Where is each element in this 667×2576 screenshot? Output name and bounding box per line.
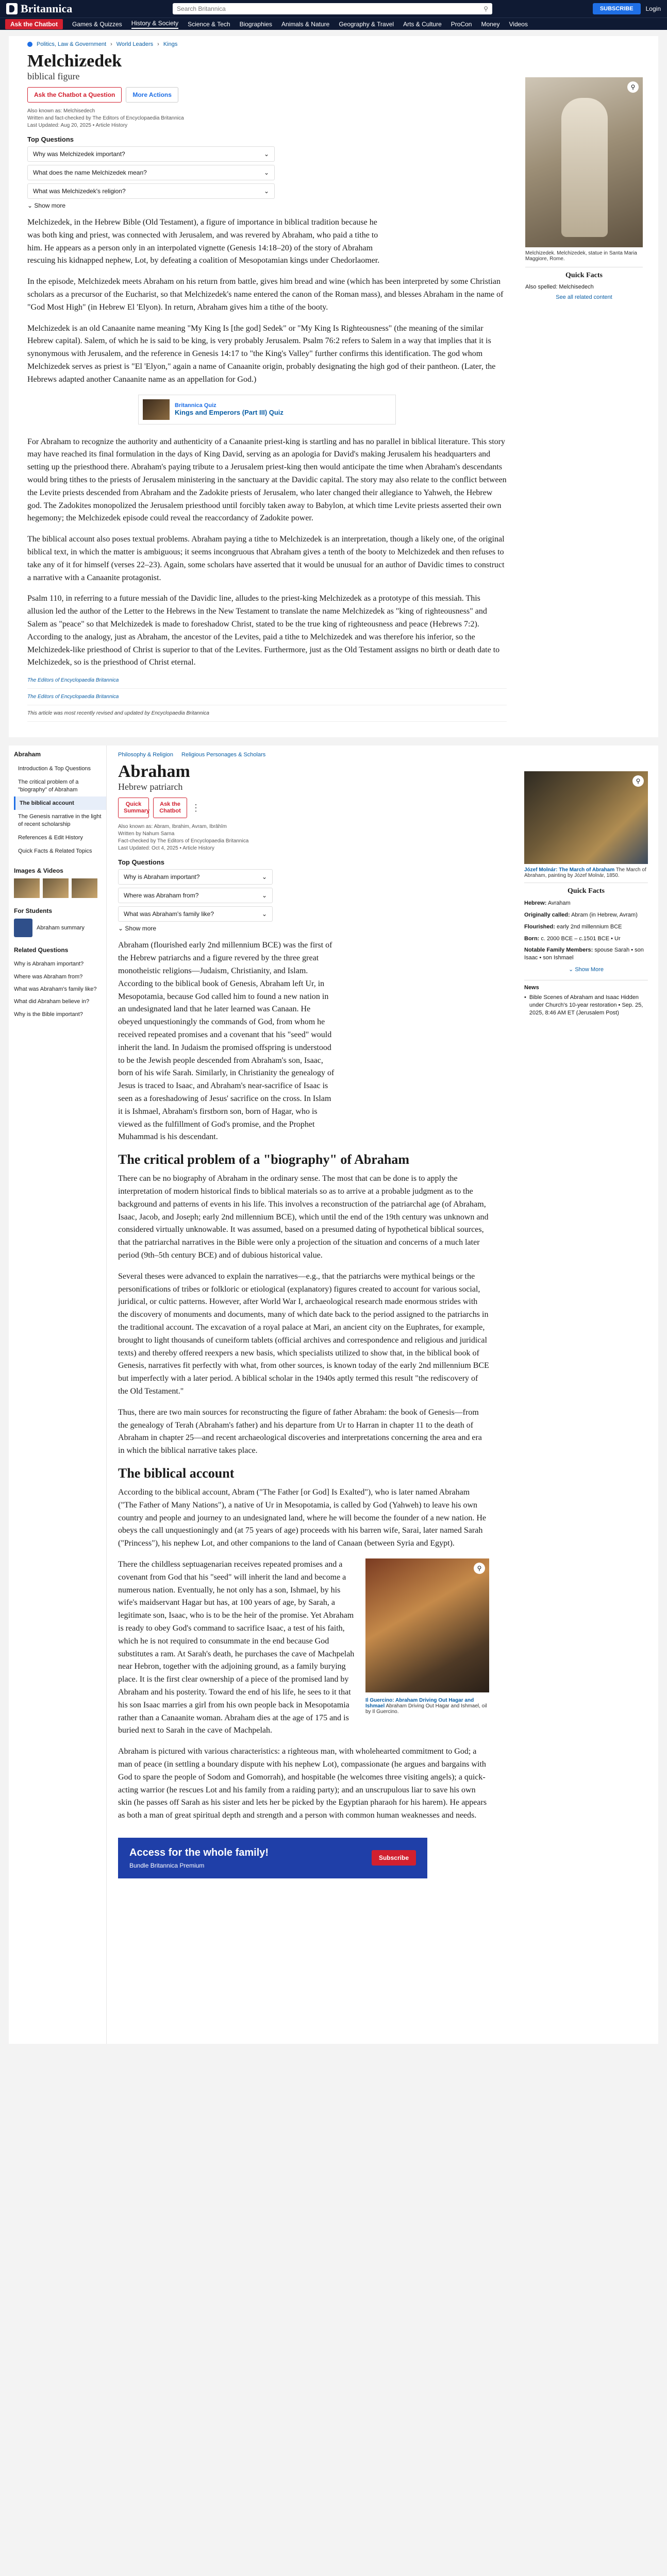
nav-money[interactable]: Money bbox=[481, 20, 500, 28]
paragraph: Melchizedek, in the Hebrew Bible (Old Testament), a figure of importance in biblical tradition because he was both king and priest, was connected with Jerusalem, and was revered by Abraham, who paid a tithe to him. He appears as a person only in an interpolated vignette (Genesis 14:18–20) of the story of Abraham rescuing his kidnapped nephew, Lot, by defeating a coalition of Mesopotamian kings under Chedorlaomer. bbox=[27, 218, 380, 265]
nav-procon[interactable]: ProCon bbox=[451, 20, 472, 28]
related-question[interactable]: Where was Abraham from? bbox=[14, 973, 83, 980]
logo-text: Britannica bbox=[21, 2, 73, 15]
zoom-icon[interactable]: ⚲ bbox=[474, 1563, 485, 1574]
search-icon[interactable]: ⚲ bbox=[483, 5, 489, 12]
breadcrumb-item[interactable]: World Leaders bbox=[116, 41, 154, 47]
paragraph: The biblical account also poses textual problems. Abraham paying a tithe to Melchizedek is an interpretation, though a likely one, of the original biblical text, in which the matter is ambiguous; it seems incongruous that Abraham gives a tenth of the booty to Melchizedek and then refuses to take any of it for himself (verses 22–23). Again, some scholars have asserted that it would be unusual for an author of Davidic times to construct a narrative with a Canaanite protagonist. bbox=[27, 535, 505, 582]
fact-key: Originally called: bbox=[524, 911, 570, 918]
quick-fact-row bbox=[524, 946, 648, 962]
media-thumbnail[interactable] bbox=[43, 878, 69, 898]
section-heading: The biblical account bbox=[118, 1465, 235, 1481]
zoom-icon[interactable]: ⚲ bbox=[627, 81, 639, 93]
meta-aka: Also known as: Melchisedech bbox=[27, 108, 95, 114]
nav-science[interactable]: Science & Tech bbox=[188, 20, 230, 28]
quick-fact-row bbox=[524, 911, 648, 919]
breadcrumb-item[interactable]: Kings bbox=[163, 41, 178, 47]
related-question[interactable]: Why is Abraham important? bbox=[14, 961, 84, 968]
quick-fact-row bbox=[524, 923, 648, 931]
hero-image[interactable] bbox=[525, 77, 643, 247]
show-more-text: Show more bbox=[34, 202, 66, 209]
search-input[interactable] bbox=[173, 3, 492, 14]
quick-facts-title: Quick Facts bbox=[568, 887, 605, 895]
meta-updated[interactable]: Last Updated: Aug 20, 2025 • Article History bbox=[27, 123, 128, 128]
nav-videos[interactable]: Videos bbox=[509, 20, 528, 28]
paragraph: Thus, there are two main sources for reconstructing the figure of father Abraham: the book of Genesis—from the genealogy of Terah (Abraham's father) and his departure from Ur to Harran in chapter 11 to the death of Abraham in chapter 25—and recent archaeological discoveries and interpretations concerning the area and era in which the biblical narrative takes place. bbox=[118, 1408, 482, 1455]
hero-image[interactable] bbox=[524, 771, 648, 864]
nav-arts[interactable]: Arts & Culture bbox=[403, 20, 442, 28]
quiz-promo[interactable] bbox=[138, 395, 396, 425]
question-text: What does the name Melchizedek mean? bbox=[33, 169, 147, 176]
login-link[interactable]: Login bbox=[645, 5, 661, 12]
related-questions-label: Related Questions bbox=[14, 946, 69, 954]
page-title: Melchizedek bbox=[27, 52, 122, 71]
article-meta bbox=[118, 823, 489, 852]
toc-item[interactable]: The Genesis narrative in the light of recent scholarship bbox=[18, 814, 102, 827]
sidebar-title: Abraham bbox=[14, 751, 41, 758]
meta-aka: Also known as: Abram, Ibrahim, Avram, Ibrāhīm bbox=[118, 824, 227, 830]
meta-fact-checked: Fact-checked by The Editors of Encyclopaedia Britannica bbox=[118, 838, 249, 844]
toc-item[interactable]: Quick Facts & Related Topics bbox=[18, 848, 92, 855]
question-text: Where was Abraham from? bbox=[124, 892, 199, 900]
page-subtitle: biblical figure bbox=[27, 71, 80, 81]
chevron-down-icon: ⌄ bbox=[261, 910, 267, 918]
article-aside bbox=[524, 771, 648, 1020]
quick-facts bbox=[524, 883, 648, 973]
chevron-down-icon: ⌄ bbox=[263, 169, 269, 176]
ask-chatbot-button[interactable]: Ask the Chatbot bbox=[153, 798, 187, 818]
caption-text: The March of Abraham, painting by Józef Molnár, 1850. bbox=[524, 867, 646, 879]
toc-item[interactable]: References & Edit History bbox=[18, 834, 83, 841]
fact-value: spouse Sarah • son Isaac • son Ishmael bbox=[524, 947, 644, 961]
promo-title: Access for the whole family! bbox=[129, 1846, 269, 1858]
search-placeholder: Search Britannica bbox=[177, 5, 226, 12]
show-more-text: Show more bbox=[125, 925, 157, 933]
toc-item-active[interactable]: The biblical account bbox=[14, 796, 106, 810]
fact-value: Abram (in Hebrew, Avram) bbox=[571, 911, 638, 918]
nav-geography[interactable]: Geography & Travel bbox=[339, 20, 394, 28]
top-questions-title: Top Questions bbox=[27, 135, 74, 143]
quick-fact-row bbox=[524, 935, 648, 943]
top-question-item[interactable] bbox=[27, 183, 275, 199]
zoom-icon[interactable]: ⚲ bbox=[632, 775, 644, 787]
paragraph: Melchizedek is an old Canaanite name meaning "My King Is [the god] Sedek" or "My King Is Righteousness" (the meaning of the similar Hebrew capital). Salem, of which he is said to be king, is very probably Jerusalem. Psalm 76:2 refers to Salem in a way that implies that it is synonymous with Jerusalem, and the reference in Genesis 14:17 to "the King's Valley" further confirms this identification. The god whom Melchizedek serves as priest is "El 'Elyon," again a name of Canaanite origin, probably designating the high god of their pantheon. (Later, the Hebrews adapted another Canaanite name as an appellation for God.) bbox=[27, 324, 496, 384]
top-question-item[interactable] bbox=[118, 869, 273, 885]
section-heading: The critical problem of a "biography" of Abraham bbox=[118, 1152, 409, 1167]
question-text: What was Abraham's family like? bbox=[124, 910, 214, 918]
student-summary-item[interactable] bbox=[14, 919, 106, 937]
britannica-logo[interactable] bbox=[6, 2, 72, 15]
fact-key: Notable Family Members: bbox=[524, 947, 593, 954]
quick-facts-title: Quick Facts bbox=[525, 267, 643, 280]
quiz-name[interactable]: Kings and Emperors (Part III) Quiz bbox=[175, 409, 284, 417]
fact-key: Born: bbox=[524, 935, 540, 942]
fact-value: c. 2000 BCE – c.1501 BCE • Ur bbox=[541, 935, 621, 942]
related-question[interactable]: What did Abraham believe in? bbox=[14, 998, 90, 1005]
more-actions-button[interactable]: More Actions bbox=[126, 87, 178, 103]
quiz-label: Britannica Quiz bbox=[175, 402, 216, 409]
top-questions-title: Top Questions bbox=[118, 858, 165, 867]
meta-written: Written and fact-checked by The Editors of Encyclopaedia Britannica bbox=[27, 115, 184, 121]
paragraph: There the childless septuagenarian receives repeated promises and a covenant from God that his "seed" will inherit the land and become a numerous nation. Eventually, he not only has a son, Ishmael, by his wife's maidservant Hagar but has, at 100 years of age, by Sarah, a legitimate son, Isaac, who is to be the heir of the promise. Yet Abraham is ready to obey God's command to sacrifice Isaac, a test of his faith, which he is not required to consummate in the end because God substitutes a ram. At Sarah's death, he purchases the cave of Machpelah near Hebron, together with the adjoining ground, as a family burying place. It is the first clear ownership of a piece of the promised land by Abraham and his posterity. Toward the end of his life, he sees to it that his son Isaac marries a girl from his own people back in Mesopotamia rather than a Canaanite woman. Abraham dies at the age of 175 and is buried next to Sarah in the cave of Machpelah. bbox=[118, 1560, 355, 1735]
article-main bbox=[107, 745, 658, 2044]
media-thumbnail[interactable] bbox=[14, 878, 40, 898]
fact-value: early 2nd millennium BCE bbox=[556, 923, 622, 930]
paragraph: For Abraham to recognize the authority and authenticity of a Canaanite priest-king is startling and has no parallel in biblical literature. This story may have reached its final formulation in the days of King David, serving as an apologia for David's making Jerusalem his headquarters and setting up the priesthood there. Abraham's paying tribute to a Jerusalem priest-king then would anticipate the time when Abraham's descendants would bring tithes to the priests of Jerusalem ministering in the sanctuary at the Davidic capital. The story may also relate to the conflict between the Levite priests descended from Abraham and the Zadokite priests of Jerusalem, who later changed their allegiance to Yahweh, the Hebrew god. The Zadokites monopolized the Jerusalem priesthood until forcibly taken away to Babylon, at which time Levite priests asserted their own hegemony; the Melchizedek episode could reveal the reaccordancy of Zadokite power. bbox=[27, 437, 507, 523]
students-label: For Students bbox=[14, 907, 52, 915]
question-text: Why was Melchizedek important? bbox=[33, 150, 125, 158]
show-more-facts[interactable]: ⌄ Show More bbox=[569, 967, 604, 973]
top-question-item[interactable] bbox=[118, 906, 273, 922]
related-question[interactable]: Why is the Bible important? bbox=[14, 1011, 83, 1018]
article-sidebar bbox=[9, 745, 107, 2044]
citation-link[interactable]: The Editors of Encyclopaedia Britannica bbox=[27, 677, 119, 684]
meta-written: Written by Nahum Sarna bbox=[118, 831, 175, 837]
news-box bbox=[524, 980, 648, 1017]
paragraph: Several theses were advanced to explain the narratives—e.g., that the patriarchs were mythical beings or the personifications of tribes or folkloric or etiological (explanatory) figures created to account for various social, juridical, or cultic patterns. However, after World War I, archaeological research made enormous strides with the discovery of monuments and documents, many of which date back to the period assigned to the patriarchs in the traditional account. The excavation of a royal palace at Mari, an ancient city on the Euphrates, for example, brought to light thousands of cuneiform tablets (official archives and correspondence and religious and juridical texts) and thereby offered reexpers a new basis, which specialists utilized to show that, in the biblical book of Genesis, narratives fit perfectly with what, from other sources, is known today of the early 2nd millennium BCE but imperfectly with a later period. A biblical scholar in the 1940s aptly termed this result "the rediscovery of the Old Testament." bbox=[118, 1272, 489, 1396]
image-caption: Melchizedek. Melchizedek, statue in Santa Maria Maggiore, Rome. bbox=[525, 250, 637, 262]
paragraph: In the episode, Melchizedek meets Abraham on his return from battle, gives him bread and wine (which has been interpreted by some Christian scholars as a precursor of the Eucharist, so that Melchizedek's name entered the canon of the Roman mass), and blesses Abraham in the name of "God Most High" (in Hebrew El 'Elyon). In return, Abraham gives him a tithe of the booty. bbox=[27, 277, 504, 312]
related-content-link[interactable]: See all related content bbox=[556, 294, 612, 300]
caption-title[interactable]: Józef Molnár: The March of Abraham bbox=[524, 867, 615, 873]
fact-value: Avraham bbox=[547, 900, 571, 907]
category-tags bbox=[118, 752, 646, 758]
nav-animals[interactable]: Animals & Nature bbox=[281, 20, 330, 28]
show-more-link[interactable]: ⌄ Show more bbox=[118, 925, 157, 933]
main-nav bbox=[0, 18, 667, 30]
category-link[interactable]: Philosophy & Religion bbox=[118, 752, 174, 758]
article-melchizedek bbox=[9, 36, 658, 737]
toc-item[interactable]: Introduction & Top Questions bbox=[18, 766, 91, 772]
citation bbox=[27, 694, 507, 705]
top-question-item[interactable] bbox=[27, 146, 275, 162]
quick-fact-row: Also spelled: Melchisedech bbox=[525, 284, 594, 290]
more-options-icon[interactable]: ⋮ bbox=[191, 802, 201, 813]
citation bbox=[27, 677, 507, 689]
question-text: What was Melchizedek's religion? bbox=[33, 188, 126, 195]
article-abraham bbox=[9, 745, 658, 2044]
category-link[interactable]: Religious Personages & Scholars bbox=[181, 752, 266, 758]
article-meta bbox=[27, 108, 507, 129]
news-text: Bible Scenes of Abraham and Isaac Hidden under Church's 10-year restoration • Sep. 25, 2025, 8:46 AM ET (Jerusalem Post) bbox=[529, 994, 643, 1016]
image-caption bbox=[524, 867, 648, 878]
quick-summary-button[interactable]: Quick Summary bbox=[118, 798, 149, 818]
fact-key: Hebrew: bbox=[524, 900, 547, 907]
paragraph: There can be no biography of Abraham in the ordinary sense. The most that can be done is to apply the interpretation of modern historical finds to biblical materials so as to arrive at a probable judgment as to the background and patterns of events in his life. This involves a reconstruction of the patriarchal age (of Abraham, Isaac, Jacob, and Joseph; early 2nd millennium BCE), which until the end of the 19th century was unknown and considered virtually unknowable. It was assumed, based on a presumed dating of hypothetical biblical sources, that the patriarchal narratives in the Bible were only a projection of the situation and concerns of a much later period (9th–5th century BCE) and of dubious historical value. bbox=[118, 1174, 489, 1260]
top-header bbox=[0, 0, 667, 18]
show-more-link[interactable]: ⌄ Show more bbox=[27, 202, 66, 209]
quick-fact-row bbox=[524, 900, 648, 907]
location-pin-icon bbox=[27, 42, 32, 47]
paragraph: Abraham is pictured with various characteristics: a righteous man, with wholehearted commitment to God; a man of peace (in settling a boundary dispute with his nephew Lot), compassionate (he argues and bargains with God to spare the people of Sodom and Gomorrah), and hospitable (he welcomes three visiting angels); a quick-acting warrior (he rescues Lot and his family from a raiding party); and an unscrupulous liar to save his own skin (he passes off Sarah as his sister and lets her be picked by the Egyptian pharaoh for his harem). He appears as both a man of great spiritual depth and strength and a person with common human weaknesses and needs. bbox=[118, 1747, 487, 1820]
paragraph: According to the biblical account, Abram ("The Father [or God] Is Exalted"), who is later named Abraham ("The Father of Many Nations"), a native of Ur in Mesopotamia, is called by God (Yahweh) to leave his own country and people and journey to an undesignated land, where he will become the founder of a new nation. He obeys the call unquestioningly and (at 75 years of age) proceeds with his barren wife, Sarai, later named Sarah ("Princess"), his nephew Lot, and other companions to the land of Canaan (between Syria and Egypt). bbox=[118, 1487, 486, 1548]
image-caption bbox=[365, 1698, 489, 1715]
nav-games[interactable]: Games & Quizzes bbox=[72, 20, 122, 28]
painting-image[interactable] bbox=[365, 1558, 489, 1692]
subscribe-button[interactable]: SUBSCRIBE bbox=[593, 3, 641, 14]
student-summary-label: Abraham summary bbox=[37, 925, 85, 931]
breadcrumb-item[interactable]: Politics, Law & Government bbox=[37, 41, 107, 47]
page-subtitle: Hebrew patriarch bbox=[118, 782, 183, 792]
citation: This article was most recently revised and updated by Encyclopaedia Britannica bbox=[27, 710, 507, 722]
breadcrumb: Politics, Law & Government › World Leaders › Kings bbox=[27, 41, 647, 47]
summary-thumbnail bbox=[14, 919, 32, 937]
chevron-down-icon: ⌄ bbox=[263, 188, 269, 195]
promo-subtitle: Bundle Britannica Premium bbox=[129, 1861, 205, 1869]
images-videos-label: Images & Videos bbox=[14, 867, 63, 875]
article-aside bbox=[525, 77, 643, 300]
ask-chatbot-button[interactable]: Ask the Chatbot bbox=[5, 19, 63, 29]
fact-key: Flourished: bbox=[524, 923, 555, 930]
chevron-down-icon: ⌄ bbox=[263, 150, 269, 158]
paragraph: Abraham (flourished early 2nd millennium BCE) was the first of the Hebrew patriarchs and a figure revered by the three great monotheistic religions—Judaism, Christianity, and Islam. According to the biblical book of Genesis, Abraham left Ur, in Mesopotamia, because God called him to found a new nation in an undesignated land that he later learned was Canaan. He obeyed unquestioningly the commands of God, from whom he received repeated promises and a covenant that his "seed" would inherit the land. In Judaism the promised offspring is understood to be the Jewish people descended from Abraham's son, Isaac, born of his wife Sarah. Similarly, in Christianity the genealogy of Jesus is traced to Isaac, and Abraham's near-sacrifice of Isaac is seen as a foreshadowing of Jesus' sacrifice on the cross. In Islam it is Ishmael, Abraham's firstborn son, born of Hagar, who is viewed as the fulfillment of God's promise, and the Prophet Muhammad is his descendant. bbox=[118, 941, 335, 1142]
ask-question-button[interactable]: Ask the Chatbot a Question bbox=[27, 87, 122, 103]
statue-figure bbox=[561, 98, 608, 237]
quiz-thumbnail bbox=[143, 399, 170, 420]
question-text: Why is Abraham important? bbox=[124, 873, 200, 881]
media-thumbnail[interactable] bbox=[72, 878, 97, 898]
news-title: News bbox=[524, 985, 539, 991]
top-question-item[interactable] bbox=[118, 888, 273, 903]
related-question[interactable]: What was Abraham's family like? bbox=[14, 986, 97, 993]
nav-history[interactable]: History & Society bbox=[131, 20, 178, 29]
citation-link[interactable]: The Editors of Encyclopaedia Britannica bbox=[27, 694, 119, 700]
meta-updated[interactable]: Last Updated: Oct 4, 2025 • Article History bbox=[118, 845, 214, 852]
show-more-text: Show More bbox=[575, 967, 604, 973]
chevron-down-icon: ⌄ bbox=[261, 873, 267, 881]
subscription-promo bbox=[118, 1838, 427, 1878]
nav-biographies[interactable]: Biographies bbox=[239, 20, 272, 28]
caption-title[interactable]: Il Guercino: Abraham Driving Out Hagar and Ishmael bbox=[365, 1697, 474, 1709]
news-item[interactable] bbox=[524, 994, 648, 1017]
chevron-down-icon: ⌄ bbox=[261, 892, 267, 900]
toc-item[interactable]: The critical problem of a "biography" of Abraham bbox=[18, 779, 79, 793]
bullet-icon: • bbox=[524, 994, 526, 1001]
page-title: Abraham bbox=[118, 762, 190, 782]
caption-text: Abraham Driving Out Hagar and Ishmael, oil by Il Guercino. bbox=[365, 1703, 487, 1715]
paragraph: Psalm 110, in referring to a future messiah of the Davidic line, alludes to the priest-king Melchizedek as a prototype of this messiah. This allusion led the author of the Letter to the Hebrews in the New Testament to translate the name Melchizedek as "king of righteousness" and Salem as "peace" so that Melchizedek is made to foreshadow Christ, stated to be the true king of righteousness and peace (Hebrews 7:2). According to the analogy, just as Abraham, the ancestor of the Levites, paid a tithe to Melchizedek and was therefore his inferior, so the Melchizedek-like priesthood of Christ is superior to that of the Levites. Furthermore, just as the Old Testament assigns no birth or death date to Melchizedek, so is the priesthood of Christ eternal. bbox=[27, 594, 500, 667]
promo-subscribe-button[interactable]: Subscribe bbox=[372, 1850, 416, 1866]
thistle-icon bbox=[6, 3, 18, 14]
top-question-item[interactable] bbox=[27, 165, 275, 180]
